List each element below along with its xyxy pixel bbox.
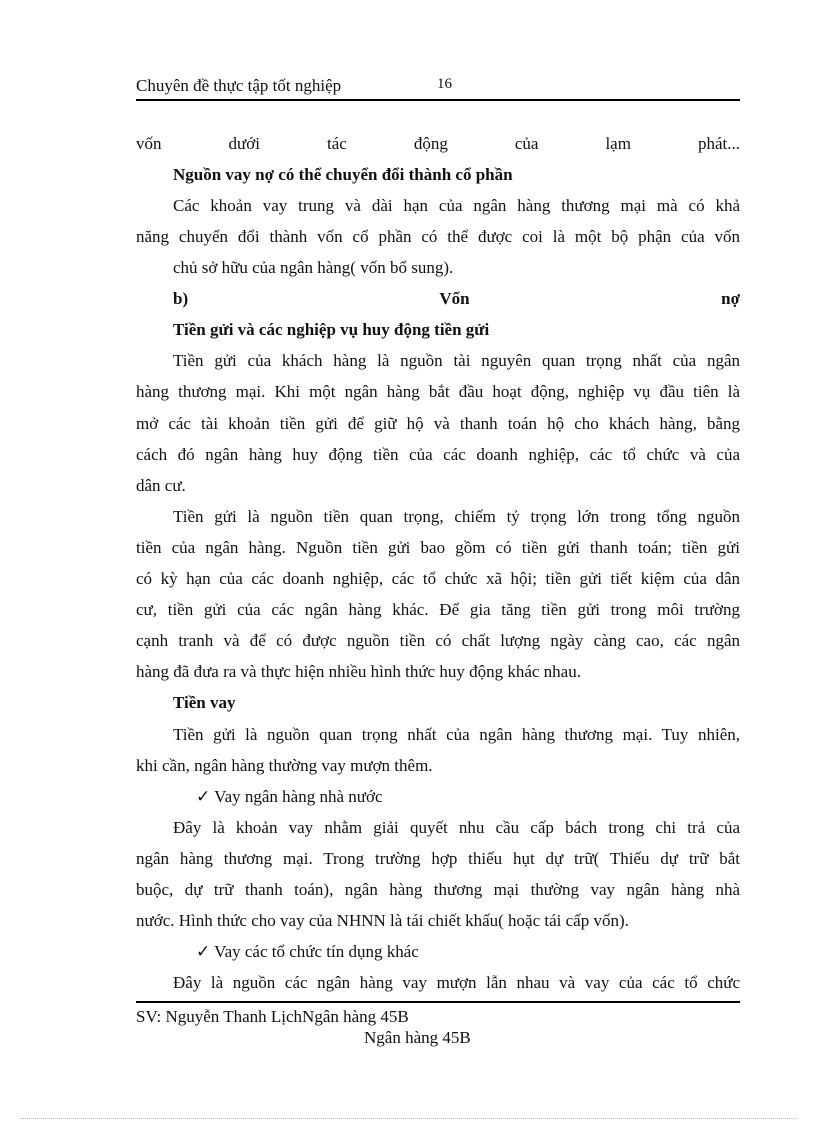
page-edge-dots [20,1118,796,1119]
body-line: buộc, dự trữ thanh toán), ngân hàng thương mại thường vay ngân hàng nhà [136,880,740,899]
body-line: Tiền gửi của khách hàng là nguồn tài nguyên quan trọng nhất của ngân [173,351,740,370]
body-line: mở các tài khoản tiền gửi để giữ hộ và thanh toán hộ cho khách hàng, bằng [136,414,740,433]
body-line: Đây là khoản vay nhằm giải quyết nhu cầu cấp bách trong chi trả của [173,818,740,837]
body-line: Tiền gửi là nguồn tiền quan trọng, chiếm tỷ trọng lớn trong tổng nguồn [173,507,740,526]
body-line: cạnh tranh và để có được nguồn tiền có chất lượng ngày càng cao, các ngân [136,631,740,650]
body-line: ngân hàng thương mại. Trong trường hợp thiếu hụt dự trữ( Thiếu dự trữ bắt [136,849,740,868]
body-line: năng chuyển đổi thành vốn cổ phần có thể được coi là một bộ phận của vốn [136,227,740,246]
footer-student: SV: Nguyễn Thanh LịchNgân hàng 45B [136,1007,409,1026]
checklist-item: ✓ Vay các tổ chức tín dụng khác [196,942,419,961]
body-line: Các khoản vay trung và dài hạn của ngân hàng thương mại mà có khả [173,196,740,215]
body-line: Tiền gửi là nguồn quan trọng nhất của ngân hàng thương mại. Tuy nhiên, [173,725,740,744]
section-heading: b) Vốn nợ [173,289,740,308]
body-line: vốn dưới tác động của lạm phát... [136,134,740,153]
page-number: 16 [437,76,452,92]
body-line: có kỳ hạn của các doanh nghiệp, các tổ chức xã hội; tiền gửi tiết kiệm của dân [136,569,740,588]
footer-class: Ngân hàng 45B [364,1028,471,1047]
footer-rule [136,1001,740,1003]
checklist-item: ✓ Vay ngân hàng nhà nước [196,787,383,806]
body-line: khi cần, ngân hàng thường vay mượn thêm. [136,756,433,775]
body-line: nước. Hình thức cho vay của NHNN là tái chiết khấu( hoặc tái cấp vốn). [136,911,629,930]
body-line: cách đó ngân hàng huy động tiền của các doanh nghiệp, các tổ chức và của [136,445,740,464]
body-line: Đây là nguồn các ngân hàng vay mượn lẫn nhau và vay của các tổ chức [173,973,740,992]
body-line: hàng thương mại. Khi một ngân hàng bắt đầu hoạt động, nghiệp vụ đầu tiên là [136,382,740,401]
section-heading: Tiền gửi và các nghiệp vụ huy động tiền gửi [173,320,490,339]
body-line: chủ sở hữu của ngân hàng( vốn bổ sung). [173,258,454,277]
section-heading: Tiền vay [173,693,236,712]
body-line: dân cư. [136,476,186,495]
body-line: hàng đã đưa ra và thực hiện nhiều hình thức huy động khác nhau. [136,662,581,681]
body-line: tiền của ngân hàng. Nguồn tiền gửi bao gồm có tiền gửi thanh toán; tiền gửi [136,538,740,557]
section-heading: Nguồn vay nợ có thể chuyển đổi thành cổ phần [173,165,513,184]
header-title: Chuyên đề thực tập tốt nghiệp [136,76,342,95]
header-rule [136,99,740,101]
body-line: cư, tiền gửi của các ngân hàng khác. Để gia tăng tiền gửi trong môi trường [136,600,740,619]
